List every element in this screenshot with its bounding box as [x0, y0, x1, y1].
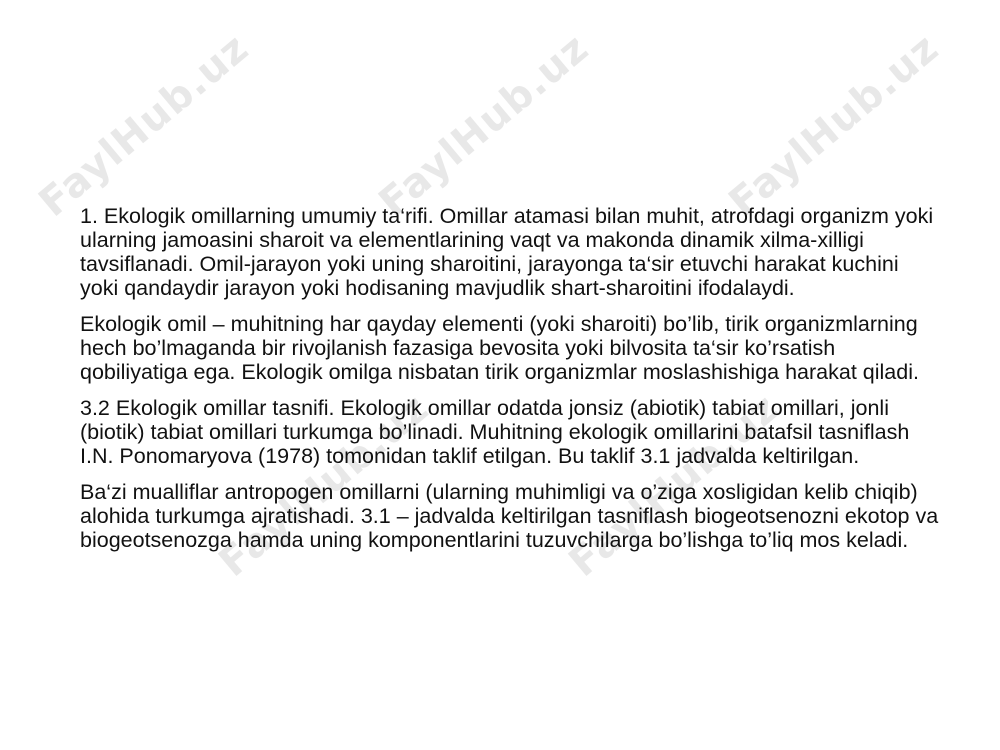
watermark-text: FaylHub.uz	[370, 24, 598, 227]
paragraph-4: Ba‘zi mualliflar antropogen omillarni (ularning muhimligi va o’ziga xosligidan kelib chiqib) alohida turkumga ajratishadi. 3.1 – jadvalda keltirilgan tasniflash biogeotsenozni ekotop va biogeotsenozga hamda uning komponentlarini tuzuvchilarga bo’lishga to’liq mos keladi.	[80, 480, 939, 552]
watermark-text: FaylHub.uz	[30, 24, 258, 227]
paragraph-2: Ekologik omil – muhitning har qayday elementi (yoki sharoiti) bo’lib, tirik organizmlarning hech bo’lmaganda bir rivojlanish fazasiga bevosita yoki bilvosita ta‘sir ko’rsatish qobiliyatiga ega. Ekologik omilga nisbatan tirik organizmlar moslashishiga harakat qiladi.	[80, 312, 919, 384]
body-text	[80, 204, 940, 552]
paragraph-1: 1. Ekologik omillarning umumiy ta‘rifi. Omillar atamasi bilan muhit, atrofdagi organizm yoki ularning jamoasini sharoit va elementlarining vaqt va makonda dinamik xilma-xilligi tavsiflanadi. Omil-jarayon yoki uning sharoitini, jarayonga ta‘sir etuvchi harakat kuchini yoki qandaydir jarayon yoki hodisaning mavjudlik shart-sharoitini ifodalaydi.	[80, 204, 934, 300]
watermark-text: FaylHub.uz	[560, 384, 788, 586]
watermark-text: FaylHub.uz	[210, 384, 438, 586]
paragraph-3: 3.2 Ekologik omillar tasnifi. Ekologik omillar odatda jonsiz (abiotik) tabiat omillari, jonli (biotik) tabiat omillari turkumga bo’linadi. Muhitning ekologik omillarini batafsil tasniflash I.N. Ponomaryova (1978) tomonidan taklif etilgan. Bu taklif 3.1 jadvalda keltirilgan.	[80, 396, 910, 468]
watermark-text: FaylHub.uz	[720, 24, 948, 227]
